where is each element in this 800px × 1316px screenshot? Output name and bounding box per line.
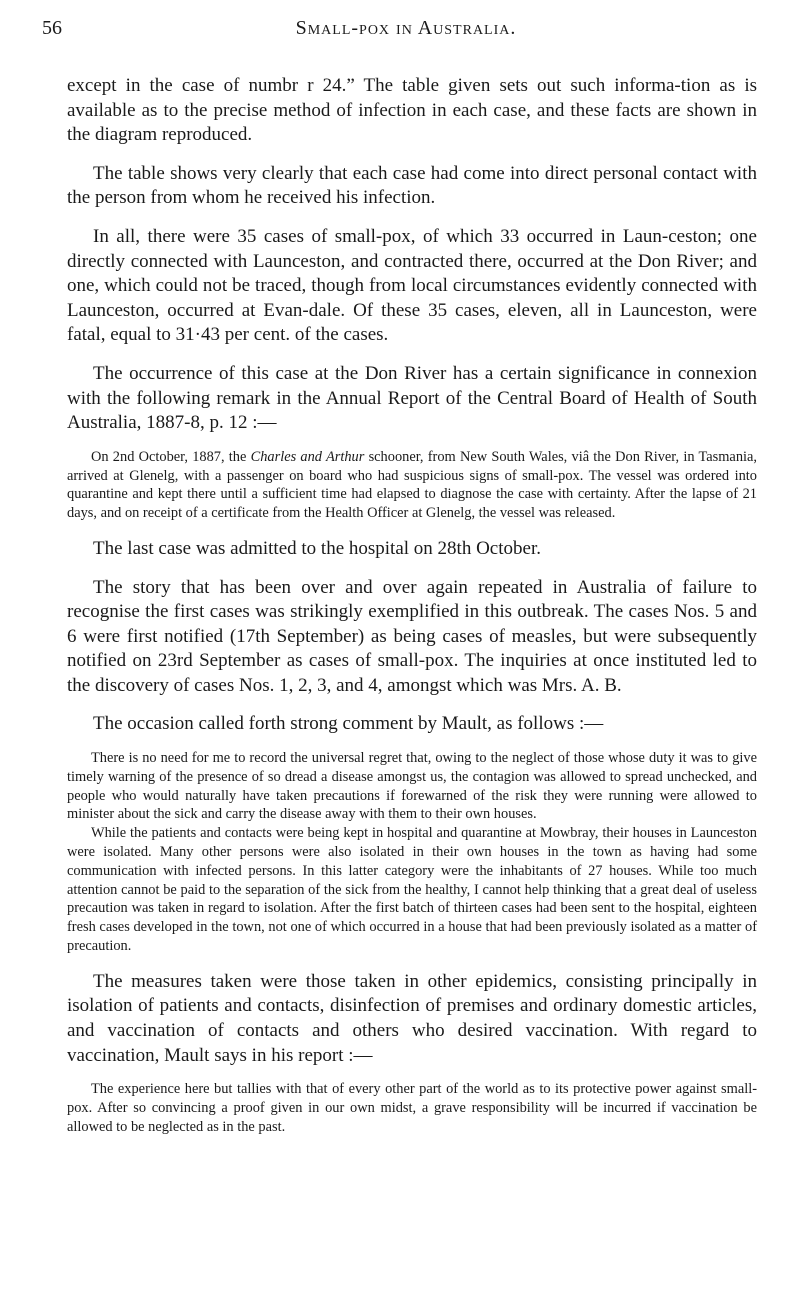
- paragraph-mault-comment: The occasion called forth strong comment by Mault, as follows :—: [93, 713, 604, 735]
- page-header: [42, 17, 770, 47]
- paragraph-continuation: except in the case of numbr r 24.” The table given sets out such informa-tion as is available as to the precise method of infection in each case, and these facts are shown in the diagram reproduced.: [67, 75, 757, 146]
- page-body: [67, 74, 757, 1137]
- quote-text: schooner, from New South Wales, viâ the Don River, in Tasmania, arrived at Glenelg, with a passenger on board who had suspicious signs of small-pox. The vessel was ordered into quarantine and kept there until a sufficient time had elapsed to diagnose the case with certainty. After the lapse of 21 days, and on receipt of a certificate from the Health Officer at Glenelg, the vessel was released.: [67, 448, 757, 522]
- quote-mault-isolation: While the patients and contacts were being kept in hospital and quarantine at Mowbray, their houses in Launceston were isolated. Many other persons were also isolated in their own houses in the town as having had some communication with infected persons. In this latter category were the inhabitants of 27 houses. While too much attention cannot be paid to the separation of the sick from the healthy, I cannot help thinking that a great deal of useless precaution was taken in regard to isolation. After the first batch of thirteen cases had been sent to the hospital, eighteen fresh cases developed in the town, not one of which occurred in a house that had been previously isolated as a matter of precaution.: [67, 825, 757, 955]
- paragraph-measures: The measures taken were those taken in other epidemics, consisting principally in isolation of patients and contacts, disinfection of premises and ordinary domestic articles, and vaccination of contacts and others who desired vaccination. With regard to vaccination, Mault says in his report :—: [67, 970, 757, 1066]
- paragraph-last-case: The last case was admitted to the hospital on 28th October.: [93, 537, 541, 559]
- quote-annual-report: [67, 448, 757, 523]
- paragraph-failure-recognise: The story that has been over and over again repeated in Australia of failure to recognise the first cases was strikingly exemplified in this outbreak. The cases Nos. 5 and 6 were first notified (17th September) as being cases of measles, but were subsequently notified on 23rd September as cases of small-pox. The inquiries at once instituted led to the discovery of cases Nos. 1, 2, 3, and 4, amongst which was Mrs. A. B.: [67, 576, 757, 696]
- quote-mault-vaccination: The experience here but tallies with that of every other part of the world as to its protective power against small-pox. After so convincing a proof given in our own midst, a grave responsibility will be incurred if vaccination be allowed to be neglected as in the past.: [67, 1081, 757, 1135]
- quote-mault-regret: There is no need for me to record the universal regret that, owing to the neglect of those whose duty it was to give timely warning of the presence of so dread a disease amongst us, the contagion was allowed to spread unchecked, and people who would naturally have taken precautions if forewarned of the risk they were running were allowed to minister about the sick and carry the disease away with them to their own houses.: [67, 750, 757, 823]
- quote-text: On 2nd October, 1887, the: [91, 448, 251, 465]
- ship-name: Charles and Arthur: [250, 448, 365, 465]
- page-number: 56: [42, 17, 62, 39]
- running-title: Small-pox in Australia.: [295, 17, 517, 39]
- paragraph-table-contact: The table shows very clearly that each case had come into direct personal contact with the person from whom he received his infection.: [67, 162, 757, 209]
- paragraph-don-river: The occurrence of this case at the Don River has a certain significance in connexion with the following remark in the Annual Report of the Central Board of Health of South Australia, 1887-8, p. 12 :—: [67, 362, 757, 434]
- paragraph-case-count: In all, there were 35 cases of small-pox, of which 33 occurred in Laun-ceston; one directly connected with Launceston, and contracted there, occurred at the Don River; and one, which could not be traced, though from local circumstances evidently connected with Launceston, occurred at Evan-dale. Of these 35 cases, eleven, all in Launceston, were fatal, equal to 31·43 per cent. of the cases.: [67, 225, 757, 346]
